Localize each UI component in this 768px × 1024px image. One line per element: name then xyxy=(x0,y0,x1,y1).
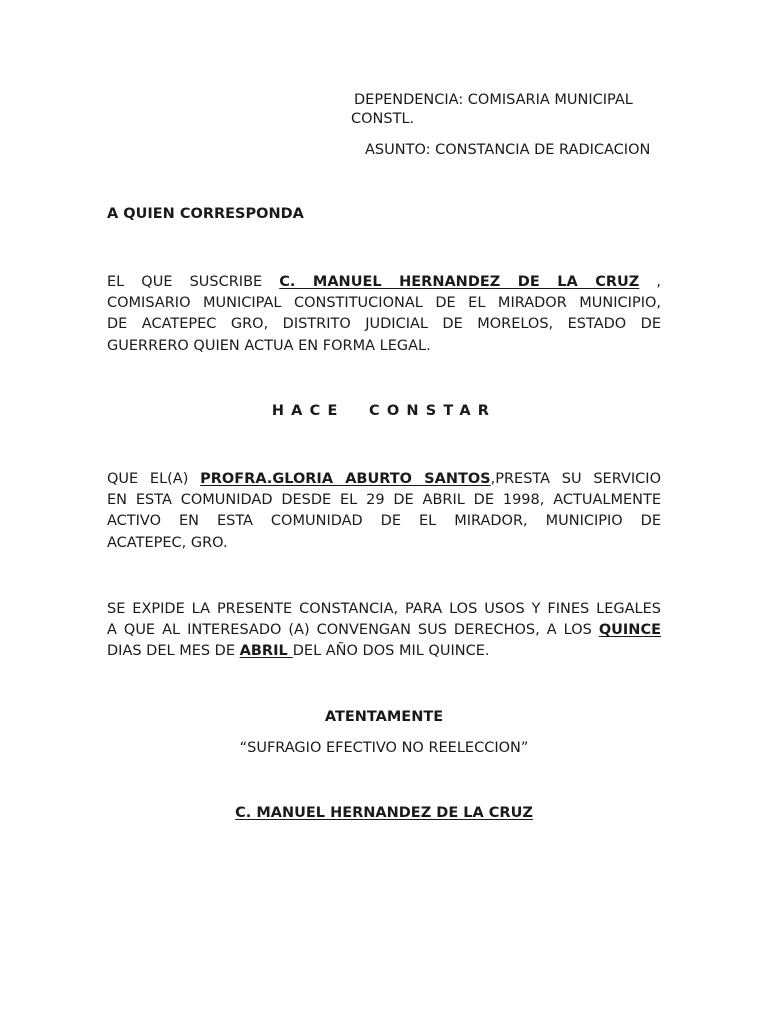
signatory-name: C. MANUEL HERNANDEZ DE LA CRUZ xyxy=(279,274,640,290)
dependencia-line-2: CONSTL. xyxy=(351,111,415,127)
intro-line-2: COMISARIO MUNICIPAL CONSTITUCIONAL DE EL MIRADOR MUNICIPIO, xyxy=(107,295,661,312)
intro-line-4: GUERRERO QUIEN ACTUA EN FORMA LEGAL. xyxy=(107,337,431,354)
atentamente-heading: ATENTAMENTE xyxy=(324,709,444,725)
issue-line-1: SE EXPIDE LA PRESENTE CONSTANCIA, PARA LOS USOS Y FINES LEGALES xyxy=(107,601,661,617)
signature-line xyxy=(0,805,768,821)
salutation: A QUIEN CORRESPONDA xyxy=(107,206,304,222)
signature-name: C. MANUEL HERNANDEZ DE LA CRUZ xyxy=(235,805,533,821)
cert-line-1: QUE EL(A) PROFRA.GLORIA ABURTO SANTOS,PRESTA SU SERVICIO xyxy=(107,471,661,487)
cert-line-4: ACATEPEC, GRO. xyxy=(107,534,228,551)
day-word: QUINCE xyxy=(598,622,661,639)
certification-paragraph xyxy=(107,469,661,554)
motto: “SUFRAGIO EFECTIVO NO REELECCION” xyxy=(239,740,529,756)
cert-line-2: EN ESTA COMUNIDAD DESDE EL 29 DE ABRIL DE 1998, ACTUALMENTE xyxy=(107,492,661,509)
intro-line-1: EL QUE SUSCRIBE C. MANUEL HERNANDEZ DE LA CRUZ , xyxy=(107,274,661,290)
asunto-line: ASUNTO: CONSTANCIA DE RADICACION xyxy=(365,142,651,158)
issue-line-2: A QUE AL INTERESADO (A) CONVENGAN SUS DERECHOS, A LOS QUINCE xyxy=(107,622,661,639)
hace-constar-heading: HACE CONSTAR xyxy=(271,403,497,419)
intro-line-3: DE ACATEPEC GRO, DISTRITO JUDICIAL DE MORELOS, ESTADO DE xyxy=(107,316,661,333)
cert-line-3: ACTIVO EN ESTA COMUNIDAD DE EL MIRADOR, MUNICIPIO DE xyxy=(107,513,661,530)
teacher-name: PROFRA.GLORIA ABURTO SANTOS xyxy=(200,471,491,487)
intro-paragraph xyxy=(107,272,661,357)
dependencia-line-1: DEPENDENCIA: COMISARIA MUNICIPAL xyxy=(354,92,633,108)
month-word: ABRIL xyxy=(239,643,293,660)
issuance-paragraph xyxy=(107,599,661,663)
issue-line-3: DIAS DEL MES DE ABRIL DEL AÑO DOS MIL QUINCE. xyxy=(107,643,490,660)
